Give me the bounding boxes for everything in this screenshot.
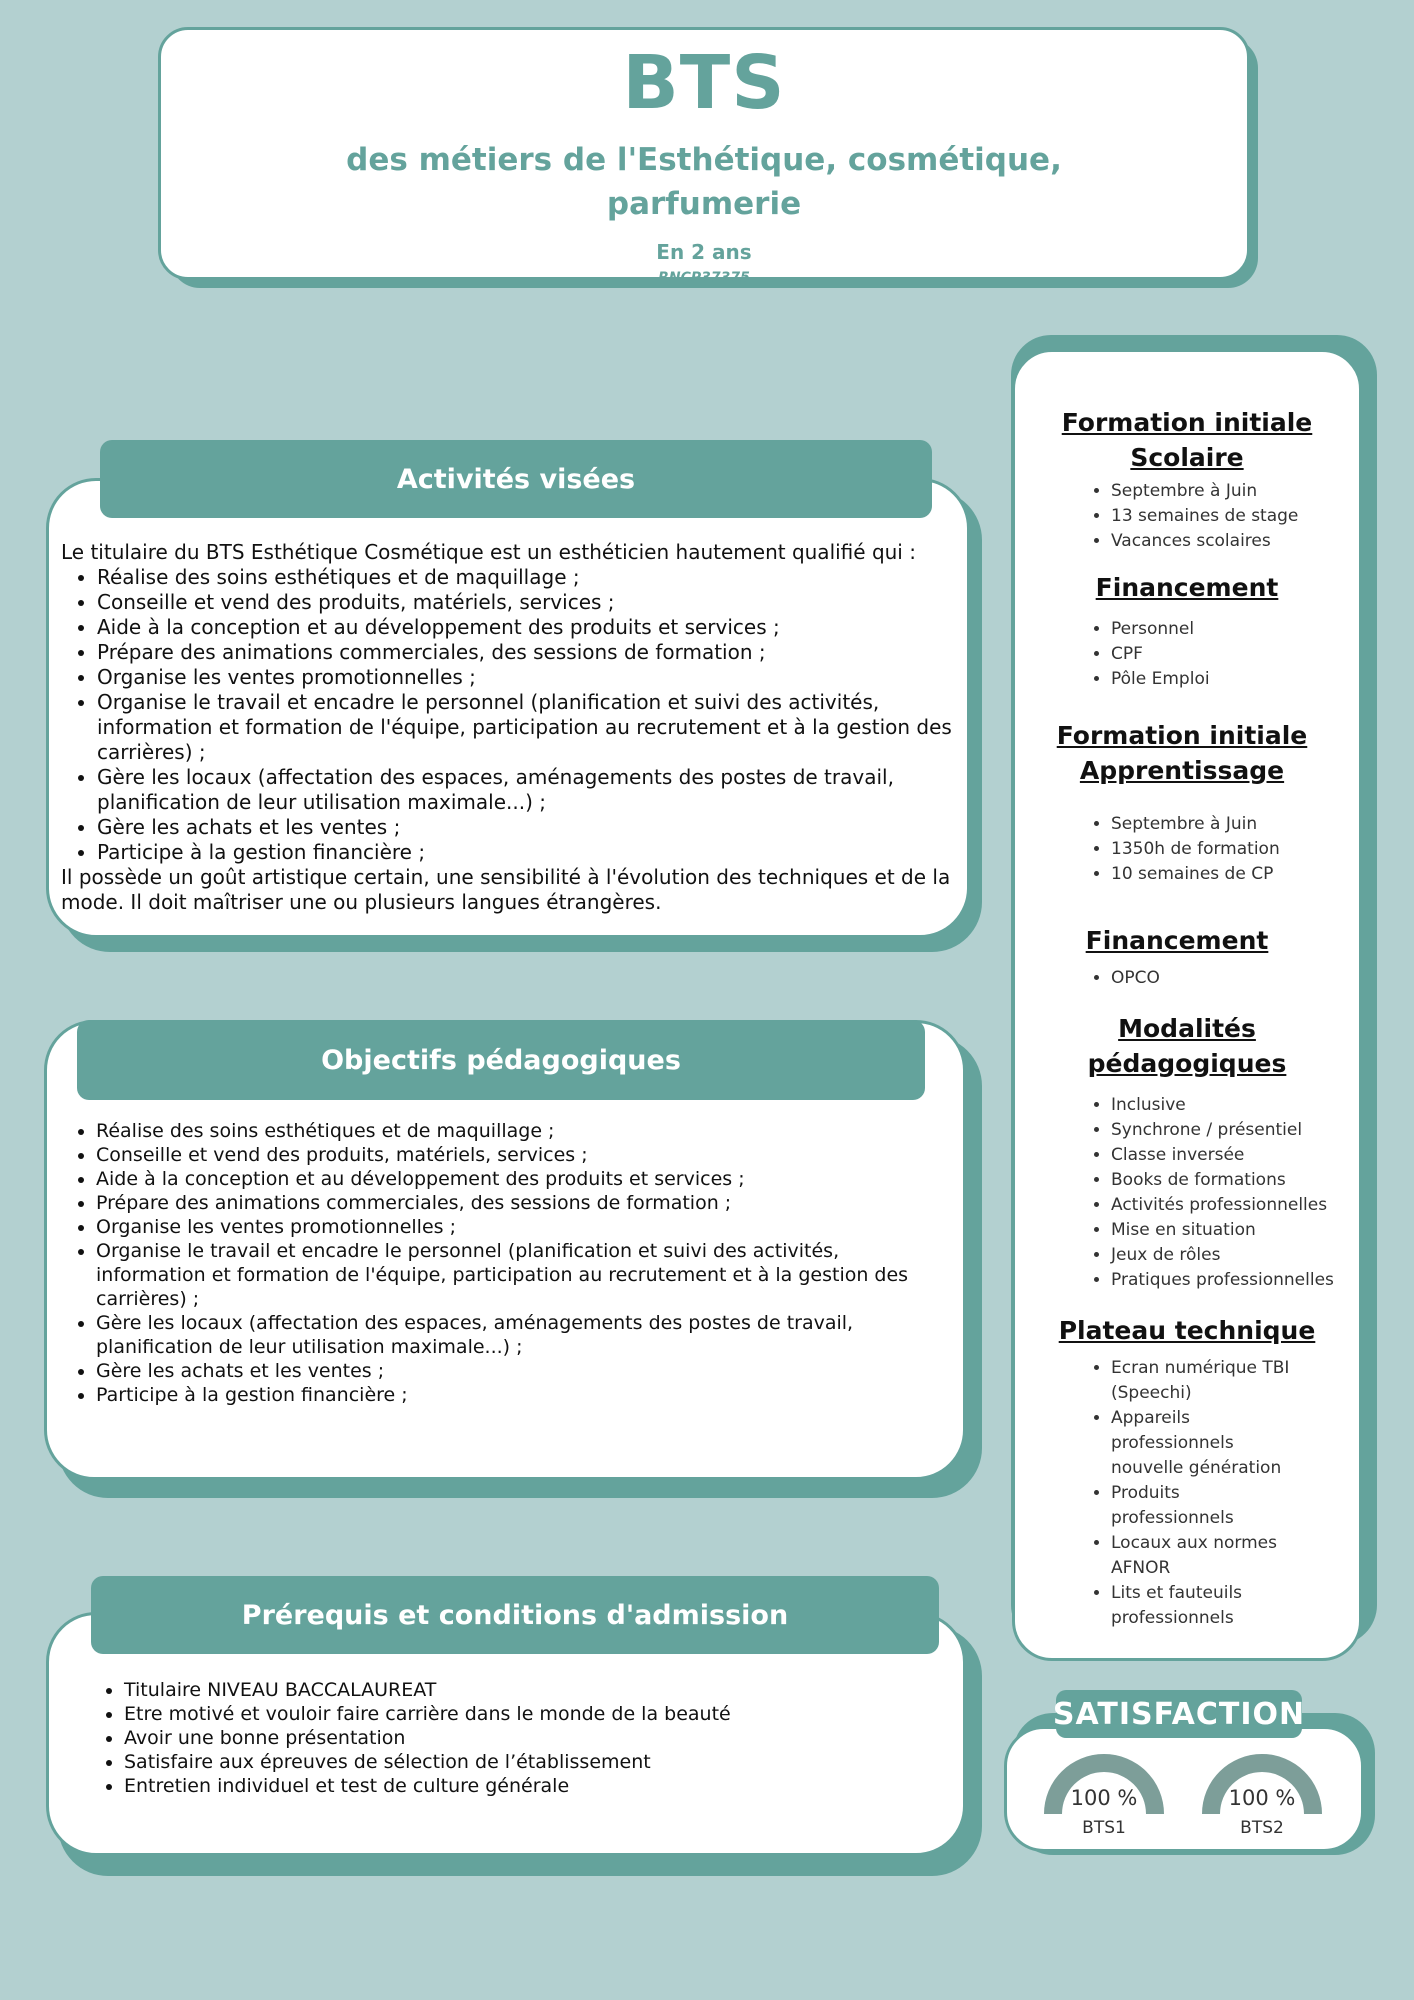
financement2-list bbox=[1015, 966, 1359, 991]
list-item: • Gère les locaux (affectation des espaces, aménagements des postes de travail, planification de leur utilisation maximale...) ; bbox=[97, 765, 961, 815]
financement2-heading: Financement bbox=[1085, 926, 1269, 955]
list-item: • Conseille et vend des produits, matériels, services ; bbox=[96, 1143, 950, 1167]
list-item: • 13 semaines de stage bbox=[1111, 504, 1359, 529]
prerequis-title: Prérequis et conditions d'admission bbox=[91, 1576, 939, 1654]
scolaire-heading-line2: Scolaire bbox=[1130, 443, 1244, 472]
list-item: • Books de formations bbox=[1111, 1168, 1359, 1193]
list-item: • Gère les locaux (affectation des espaces, aménagements des postes de travail, planification de leur utilisation maximale...) ; bbox=[96, 1311, 950, 1359]
list-item: • 10 semaines de CP bbox=[1111, 862, 1359, 887]
list-item: • Synchrone / présentiel bbox=[1111, 1118, 1359, 1143]
list-item: • Activités professionnelles bbox=[1111, 1193, 1359, 1218]
list-item: • Pôle Emploi bbox=[1111, 667, 1359, 692]
list-item: • Pratiques professionnelles bbox=[1111, 1268, 1359, 1293]
activites-content bbox=[61, 540, 961, 915]
list-item: • Aide à la conception et au développement des produits et services ; bbox=[97, 615, 961, 640]
gauge-value-bts1: 100 % bbox=[1070, 1786, 1138, 1810]
scolaire-list bbox=[1015, 479, 1359, 554]
apprentissage-heading-line1: Formation initiale bbox=[1056, 721, 1308, 750]
list-item: • OPCO bbox=[1111, 966, 1359, 991]
list-item: • Produits professionnels bbox=[1111, 1481, 1299, 1531]
list-item: • Septembre à Juin bbox=[1111, 812, 1359, 837]
objectifs-content bbox=[60, 1119, 950, 1407]
objectifs-list bbox=[60, 1119, 950, 1407]
header-card bbox=[158, 27, 1250, 286]
list-item: • Ecran numérique TBI (Speechi) bbox=[1111, 1356, 1299, 1406]
objectifs-title: Objectifs pédagogiques bbox=[77, 1020, 925, 1100]
list-item: • Satisfaire aux épreuves de sélection de l’établissement bbox=[124, 1750, 948, 1774]
apprentissage-heading bbox=[1015, 718, 1359, 788]
list-item: • Participe à la gestion financière ; bbox=[96, 1383, 950, 1407]
list-item: • Organise les ventes promotionnelles ; bbox=[96, 1215, 950, 1239]
list-item: • Etre motivé et vouloir faire carrière dans le monde de la beauté bbox=[124, 1702, 948, 1726]
apprentissage-list bbox=[1015, 812, 1359, 887]
list-item: • Septembre à Juin bbox=[1111, 479, 1359, 504]
list-item: • Personnel bbox=[1111, 617, 1359, 642]
list-item: • Vacances scolaires bbox=[1111, 529, 1359, 554]
prerequis-list bbox=[88, 1678, 948, 1798]
scolaire-heading bbox=[1015, 405, 1359, 475]
list-item: • Titulaire NIVEAU BACCALAUREAT bbox=[124, 1678, 948, 1702]
list-item: • Organise le travail et encadre le personnel (planification et suivi des activités, information et formation de l'équipe, participation au recrutement et à la gestion des carrières) ; bbox=[97, 690, 961, 765]
list-item: • Prépare des animations commerciales, des sessions de formation ; bbox=[96, 1191, 950, 1215]
rncp-code: RNCP37375 bbox=[658, 270, 750, 286]
page-title: BTS bbox=[622, 40, 786, 126]
list-item: • Participe à la gestion financière ; bbox=[97, 840, 961, 865]
financement1-heading: Financement bbox=[1095, 573, 1279, 602]
list-item: • Aide à la conception et au développement des produits et services ; bbox=[96, 1167, 950, 1191]
list-item: • Lits et fauteuils professionnels bbox=[1111, 1581, 1299, 1631]
list-item: • Gère les achats et les ventes ; bbox=[97, 815, 961, 840]
subtitle-line-1: des métiers de l'Esthétique, cosmétique, bbox=[346, 142, 1062, 178]
list-item: • Prépare des animations commerciales, des sessions de formation ; bbox=[97, 640, 961, 665]
page-subtitle bbox=[161, 138, 1247, 226]
list-item: • Entretien individuel et test de culture générale bbox=[124, 1774, 948, 1798]
activites-intro: Le titulaire du BTS Esthétique Cosmétique est un esthéticien hautement qualifié qui : bbox=[61, 540, 916, 564]
list-item: • Locaux aux normes AFNOR bbox=[1111, 1531, 1299, 1581]
prerequis-content bbox=[88, 1678, 948, 1798]
plateau-heading: Plateau technique bbox=[1058, 1316, 1316, 1345]
sidebar-card bbox=[1012, 349, 1362, 1661]
list-item: • Jeux de rôles bbox=[1111, 1243, 1359, 1268]
modalites-list bbox=[1015, 1093, 1359, 1293]
scolaire-heading-line1: Formation initiale bbox=[1061, 408, 1313, 437]
list-item: • 1350h de formation bbox=[1111, 837, 1359, 862]
activites-outro: Il possède un goût artistique certain, une sensibilité à l'évolution des techniques et de la mode. Il doit maîtriser une ou plusieurs langues étrangères. bbox=[61, 865, 951, 914]
gauge-value-bts2: 100 % bbox=[1228, 1786, 1296, 1810]
list-item: • CPF bbox=[1111, 642, 1359, 667]
list-item: • Organise les ventes promotionnelles ; bbox=[97, 665, 961, 690]
subtitle-line-2: parfumerie bbox=[606, 186, 802, 222]
duration-text: En 2 ans bbox=[656, 240, 752, 264]
sidebar-content bbox=[1015, 405, 1359, 1631]
list-item: • Réalise des soins esthétiques et de maquillage ; bbox=[97, 565, 961, 590]
list-item: • Appareils professionnels nouvelle génération bbox=[1111, 1406, 1299, 1481]
list-item: • Classe inversée bbox=[1111, 1143, 1359, 1168]
activites-title: Activités visées bbox=[100, 440, 932, 518]
list-item: • Conseille et vend des produits, matériels, services ; bbox=[97, 590, 961, 615]
gauge-label-bts2: BTS2 bbox=[1240, 1818, 1284, 1838]
financement1-list bbox=[1015, 617, 1359, 692]
list-item: • Organise le travail et encadre le personnel (planification et suivi des activités, information et formation de l'équipe, participation au recrutement et à la gestion des carrières) ; bbox=[96, 1239, 950, 1311]
list-item: • Inclusive bbox=[1111, 1093, 1359, 1118]
list-item: • Mise en situation bbox=[1111, 1218, 1359, 1243]
modalites-heading: Modalités pédagogiques bbox=[1087, 1014, 1287, 1078]
apprentissage-heading-line2: Apprentissage bbox=[1079, 756, 1285, 785]
plateau-list bbox=[1015, 1356, 1359, 1631]
list-item: • Gère les achats et les ventes ; bbox=[96, 1359, 950, 1383]
list-item: • Avoir une bonne présentation bbox=[124, 1726, 948, 1750]
gauge-label-bts1: BTS1 bbox=[1082, 1818, 1126, 1838]
activites-list bbox=[61, 565, 961, 865]
list-item: • Réalise des soins esthétiques et de maquillage ; bbox=[96, 1119, 950, 1143]
satisfaction-title: SATISFACTION bbox=[1056, 1690, 1302, 1738]
